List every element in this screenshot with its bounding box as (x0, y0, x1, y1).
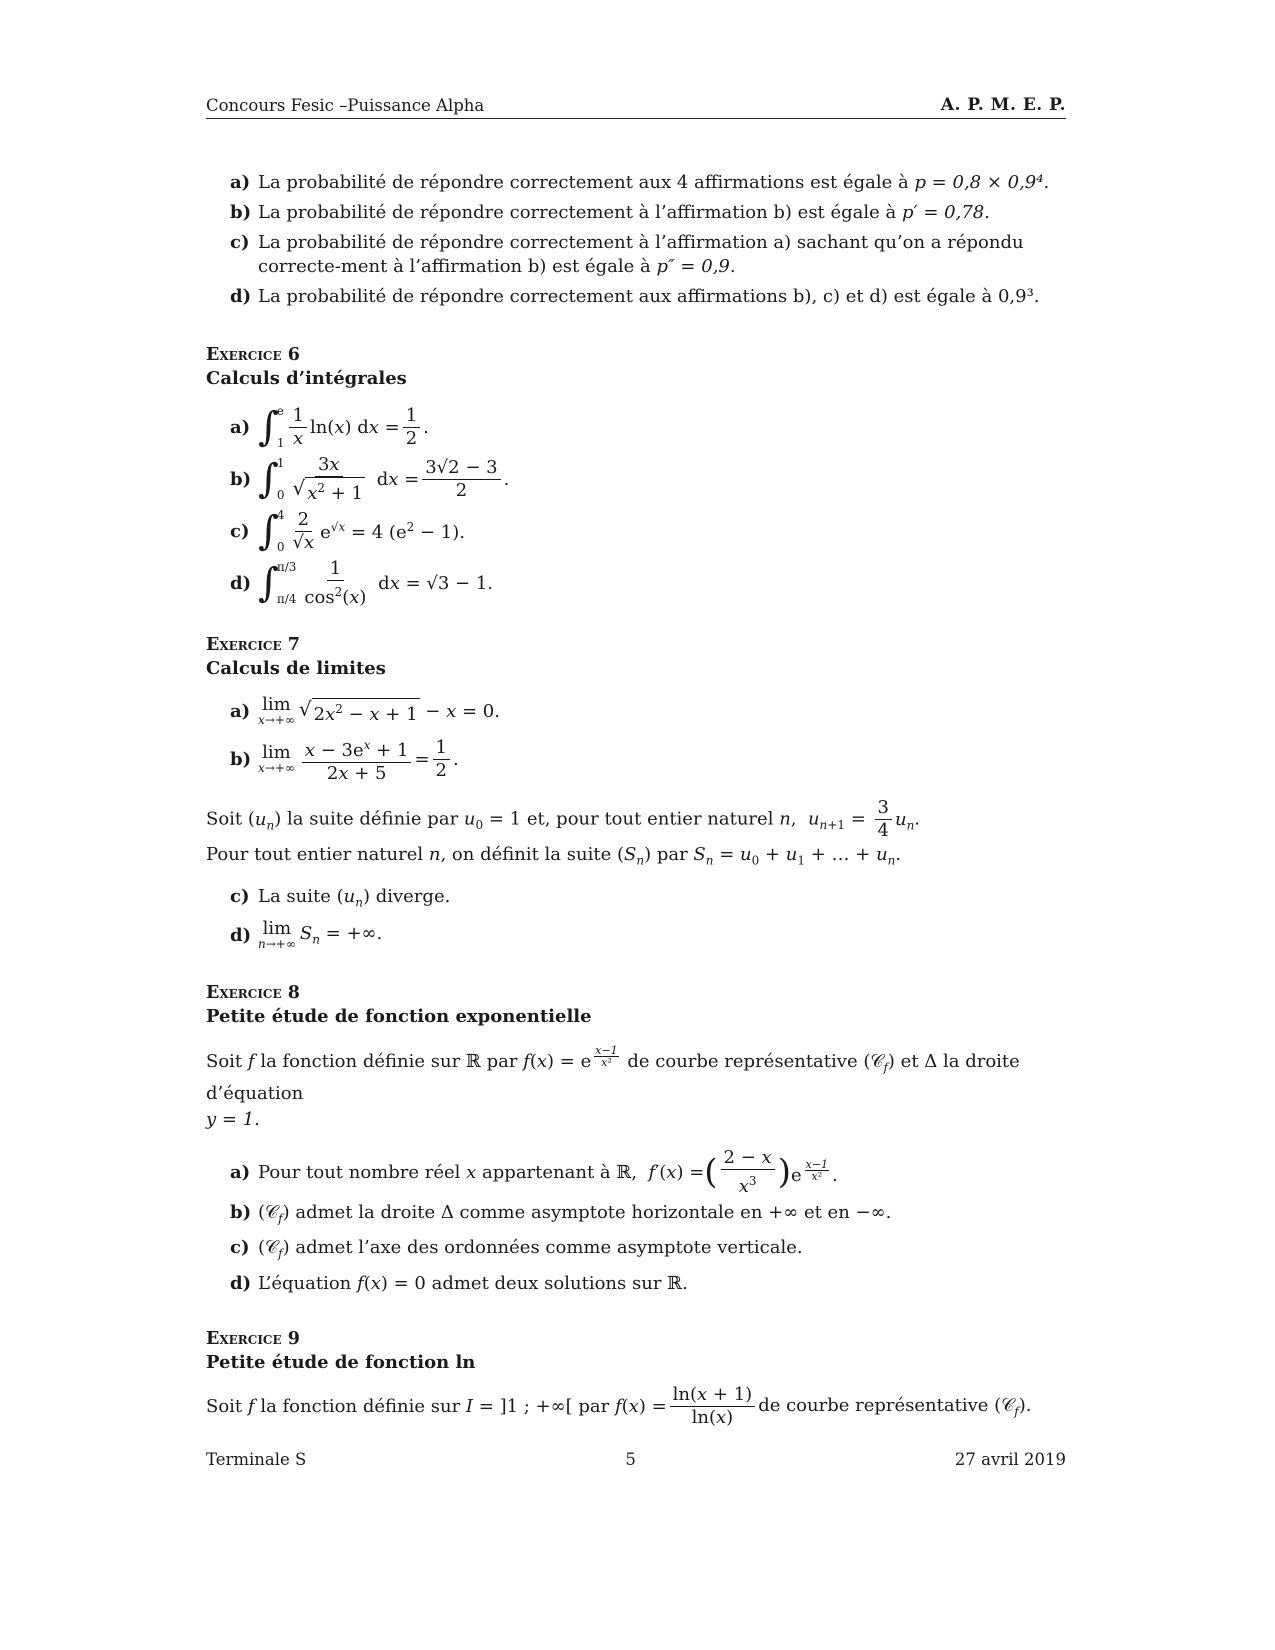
footer-date: 27 avril 2019 (954, 1450, 1066, 1469)
ex5-items (206, 171, 1066, 309)
ex5-item-b: b) La probabilité de répondre correctement à l’affirmation b) est égale à p′ = 0,78. (230, 202, 990, 223)
ex5-item-a: a) La probabilité de répondre correctement aux 4 affirmations est égale à p = 0,8 × 0,9⁴. (230, 172, 1050, 193)
page (206, 95, 1066, 1433)
ex7-item-a: a) lim x→+∞ √ $2x^2 - x + 1$ − x = 0. (230, 694, 500, 727)
ex7-subtitle: Calculs de limites (206, 658, 386, 679)
ex9-subtitle: Petite étude de fonction ln (206, 1351, 476, 1373)
ex8-item-a: a) Pour tout nombre réel x appartenant à ℝ, f′(x) = ( $\frac{2 - x}{x^3}$ ) e $^{\frac{x-1}{\text{x²}}}$ . (230, 1146, 838, 1197)
exercise-9 (206, 1327, 1066, 1433)
ex6-item-d: d) ∫ π/3 π/4 $\frac{1}{\cos^2(x)}$ dx = √3 − 1. (230, 557, 493, 608)
exercise-7 (206, 633, 1066, 953)
ex6-item-b: b) ∫ 1 0 3x √ $x^2 + 1$ dx = $\frac{3√2 - 3}{2}$ . (230, 454, 510, 504)
ex7-intro-line1: Soit $(u_n)$ la suite définie par $u_0 = 1$ et, pour tout entier naturel n, $u_{n+1}$ = $\frac{3}{4}$ $u_n$. (206, 797, 921, 841)
ex8-item-d: d) L’équation f(x) = 0 admet deux solutions sur ℝ. (230, 1272, 688, 1294)
ex8-intro: Soit f la fonction définie sur ℝ par f(x) = e $^{\frac{x-1}{\text{x²}}}$ de courbe représentative (𝒞$_f$) et Δ la droite d’équation y = 1. (206, 1044, 1020, 1130)
page-header (206, 95, 1066, 119)
ex6-item-c: c) ∫ 4 0 $\frac{2}{√x}$ $e^{√x} = 4$ $(e^2 - 1)$. (230, 508, 465, 554)
ex8-item-b: b) (𝒞$_f$) admet la droite Δ comme asymptote horizontale en +∞ et en −∞. (230, 1201, 892, 1226)
ex6-subtitle: Calculs d’intégrales (206, 368, 407, 389)
ex7-intro-line2: Pour tout entier naturel n, on définit la suite $(S_n)$ par $S_n = u_0 + u_1$ + … + $u_n$. (206, 844, 902, 868)
ex7-item-d: d) lim n→+∞ $S_n$ = +∞. (230, 918, 383, 952)
ex6-item-a: a) ∫ e 1 $\frac{1}{x}$ ln(x) dx = $\frac{1}{2}$ . (230, 404, 429, 450)
ex6-title: Exercice 6 (206, 345, 300, 365)
ex8-subtitle: Petite étude de fonction exponentielle (206, 1006, 592, 1028)
header-left: Concours Fesic –Puissance Alpha (206, 96, 485, 115)
footer-left: Terminale S (206, 1450, 307, 1469)
ex7-item-b: b) lim x→+∞ $\frac{x - 3e^x + 1}{2x + 5}$ = $\frac{1}{2}$ . (230, 733, 1066, 785)
ex8-item-c: c) (𝒞$_f$) admet l’axe des ordonnées comme asymptote verticale. (230, 1237, 803, 1261)
header-right: A. P. M. E. P. (940, 95, 1066, 115)
exercise-6 (206, 343, 1066, 609)
ex8-title: Exercice 8 (206, 983, 300, 1004)
exercise-8 (206, 981, 1066, 1299)
ex5-item-c: c) La probabilité de répondre correctement à l’affirmation a) sachant qu’on a répondu correcte-ment à l’affirmation b) est égale à p″ = 0,9. (230, 232, 1024, 277)
page-number: 5 (625, 1450, 636, 1469)
ex7-item-c: c) La suite $(u_n)$ diverge. (230, 885, 451, 910)
page-footer (206, 1450, 1066, 1469)
ex7-title: Exercice 7 (206, 635, 300, 655)
ex9-intro: Soit f la fonction définie sur I = ]1 ; +∞[ par f(x) = $\frac{\ln(x + 1)}{\ln(x)}$ de courbe représentative (𝒞$_f$). (206, 1384, 1032, 1429)
ex5-item-d: d) La probabilité de répondre correctement aux affirmations b), c) et d) est égale à 0,9³. (230, 286, 1040, 307)
ex9-title: Exercice 9 (206, 1328, 300, 1349)
